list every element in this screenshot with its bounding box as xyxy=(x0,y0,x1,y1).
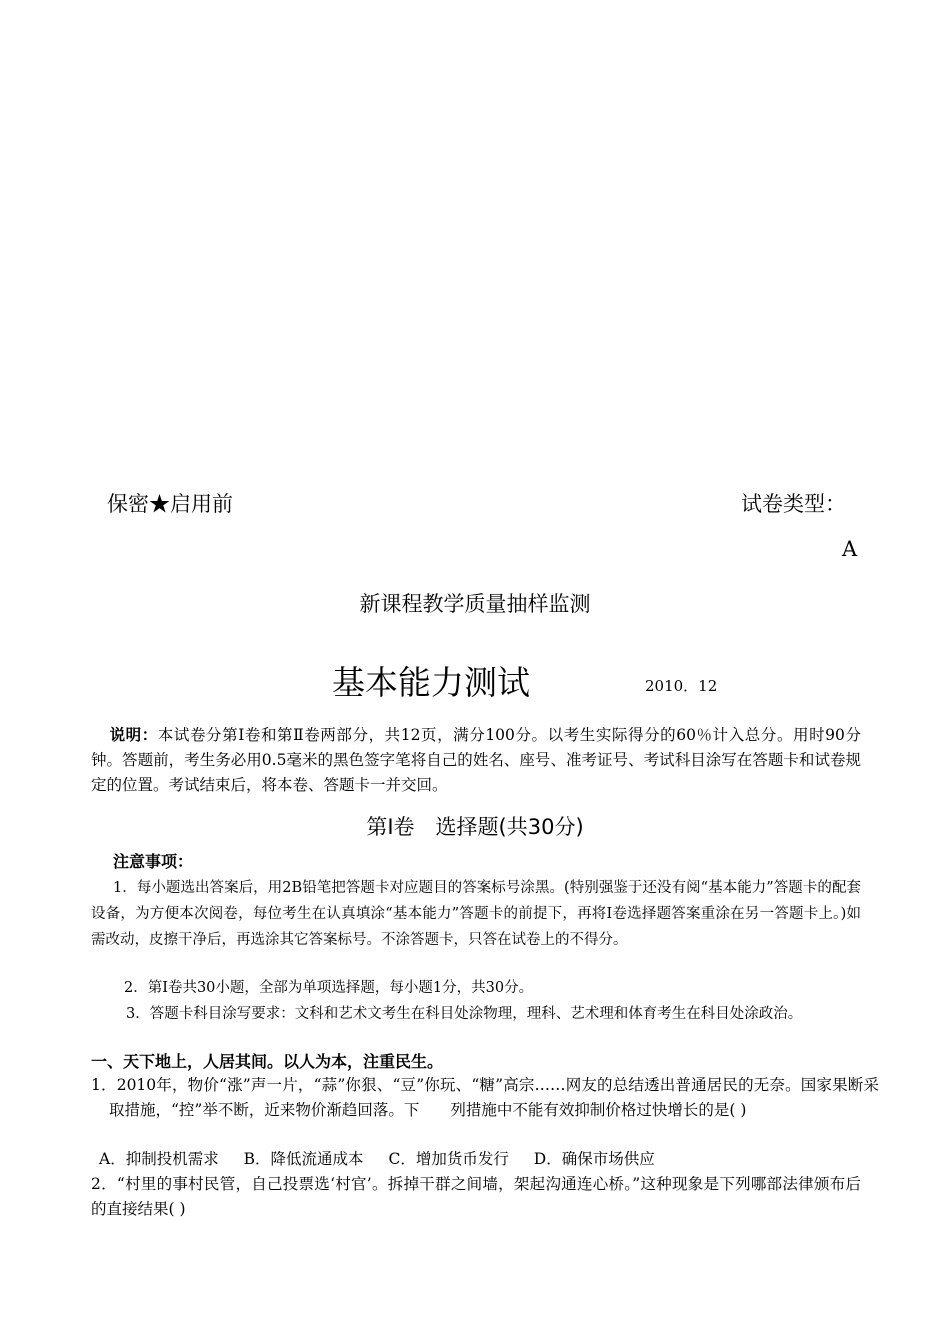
instructions xyxy=(91,723,861,798)
question-stem: 1．2010年，物价“涨”声一片，“蒜”你狠、“豆”你玩、“糖”高宗……网友的总结透出普通居民的无奈。国家果断采取措施，“控”举不断，近来物价渐趋回落。下 列措施中不能有效抑制价格过快增长的是( ) xyxy=(91,1076,879,1119)
paper-type-label: 试卷类型： xyxy=(741,492,846,516)
option-d: D．确保市场供应 xyxy=(533,1150,655,1168)
exam-subtitle: 新课程教学质量抽样监测 xyxy=(359,592,591,616)
paper-type-value: A xyxy=(842,537,858,561)
notice-item: 2．第Ⅰ卷共30小题，全部为单项选择题，每小题1分，共30分。 xyxy=(124,980,534,996)
notice-item: 3．答题卡科目涂写要求：文科和艺术文考生在科目处涂物理，理科、艺术理和体育考生在科目处涂政治。 xyxy=(126,1006,803,1022)
option-c: C．增加货币发行 xyxy=(388,1150,509,1168)
question-options xyxy=(99,1147,675,1169)
notice-heading: 注意事项： xyxy=(113,852,194,871)
section-heading: 第Ⅰ卷 选择题(共30分) xyxy=(366,815,584,839)
instructions-text: 本试卷分第Ⅰ卷和第Ⅱ卷两部分，共12页，满分100分。以考生实际得分的60％计入总分。用时90分钟。答题前，考生务必用0.5毫米的黑色签字笔将自己的姓名、座号、准考证号、考试科目涂写在答题卡和试卷规定的位置。考试结束后，将本卷、答题卡一并交回。 xyxy=(91,726,861,794)
confidential-mark: 保密★启用前 xyxy=(107,492,233,516)
exam-date: 2010．12 xyxy=(645,677,718,695)
option-b: B．降低流通成本 xyxy=(243,1150,364,1168)
option-a: A．抑制投机需求 xyxy=(99,1150,219,1168)
exam-title: 基本能力测试 xyxy=(332,663,530,702)
question-stem: 2．“村里的事村民管，自己投票选‘村官’。拆掉干群之间墙，架起沟通连心桥。”这种现象是下列哪部法律颁布后的直接结果( ) xyxy=(91,1175,861,1218)
notice-item: 1．每小题选出答案后，用2B铅笔把答题卡对应题目的答案标号涂黑。(特别强鉴于还没有阅“基本能力”答题卡的配套设备，为方便本次阅卷，每位考生在认真填涂“基本能力”答题卡的前提下，再将Ⅰ卷选择题答案重涂在另一答题卡上。)如需改动，皮擦干净后，再选涂其它答案标号。不涂答题卡，只答在试卷上的不得分。 xyxy=(91,880,861,948)
part-heading: 一、天下地上，人居其间。以人为本，注重民生。 xyxy=(91,1052,444,1071)
instructions-label: 说明： xyxy=(109,726,158,744)
